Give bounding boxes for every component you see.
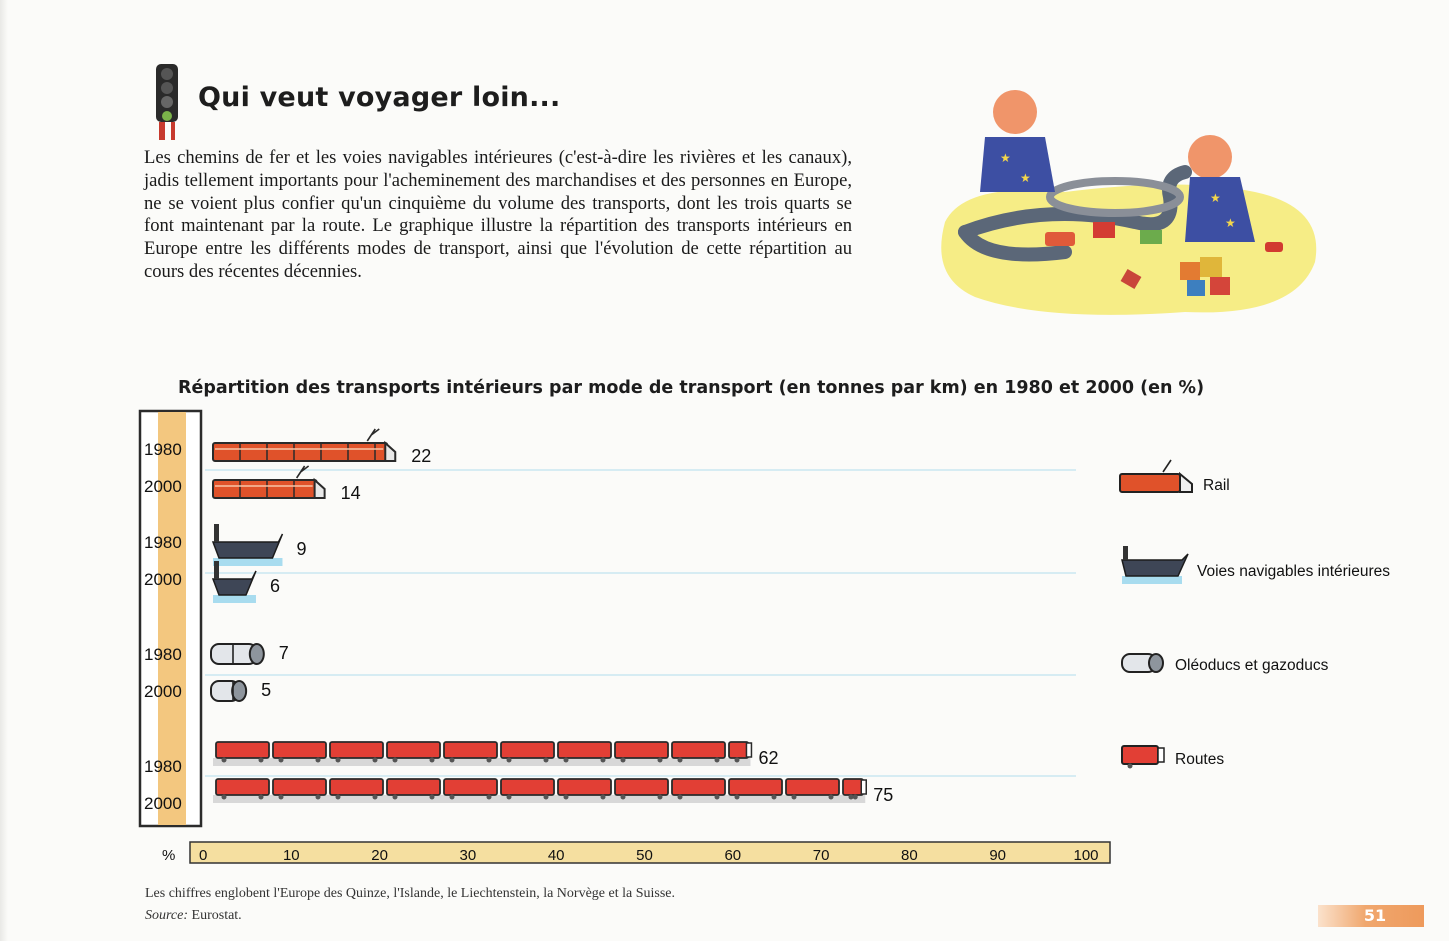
legend-truck-cab <box>1158 748 1164 762</box>
wheel <box>373 795 378 800</box>
legend-pipe-end <box>1149 654 1163 672</box>
wheel <box>450 758 455 763</box>
wheel <box>601 758 606 763</box>
x-tick-label: 20 <box>371 847 388 864</box>
truck-unit <box>387 779 440 795</box>
wheel <box>279 758 284 763</box>
rail-bar <box>213 480 317 498</box>
legend-truck <box>1122 746 1158 764</box>
wheel <box>678 758 683 763</box>
rail-nose <box>385 443 395 461</box>
year-label: 2000 <box>144 570 182 589</box>
x-axis-unit-label: % <box>162 847 176 864</box>
truck-bar-1980 <box>213 742 751 766</box>
wheel <box>430 758 435 763</box>
ship-bar-1980 <box>213 524 282 566</box>
wheel <box>792 795 797 800</box>
legend-label: Routes <box>1175 751 1225 768</box>
wheel <box>658 795 663 800</box>
road-shadow <box>213 795 865 803</box>
x-tick-label: 70 <box>812 847 830 864</box>
wheel <box>316 758 321 763</box>
year-label: 2000 <box>144 477 182 496</box>
year-label: 1980 <box>144 533 182 552</box>
water <box>213 595 256 603</box>
wheel <box>259 795 264 800</box>
wheel <box>715 795 720 800</box>
rail-bar <box>213 443 387 461</box>
truck-bar-2000 <box>213 779 866 803</box>
x-tick-label: 80 <box>901 847 918 864</box>
wheel <box>853 795 858 800</box>
wheel <box>601 795 606 800</box>
truck-unit <box>843 779 863 795</box>
legend-ship-cabin <box>1123 546 1128 560</box>
truck-cab <box>746 743 751 757</box>
legend-ship <box>1122 554 1188 576</box>
value-label: 9 <box>296 539 307 559</box>
value-label: 7 <box>278 643 289 663</box>
pipe-bar-2000 <box>211 681 246 701</box>
wheel <box>658 758 663 763</box>
truck-unit <box>330 779 383 795</box>
ship-cabin <box>214 524 219 542</box>
pantograph <box>367 429 379 441</box>
legend-label: Voies navigables intérieures <box>1197 563 1391 580</box>
truck-unit <box>558 742 611 758</box>
value-label: 6 <box>269 576 280 596</box>
wheel <box>487 795 492 800</box>
value-label: 75 <box>873 785 894 805</box>
wheel <box>507 758 512 763</box>
year-label: 1980 <box>144 440 182 459</box>
wheel <box>336 795 341 800</box>
intro-paragraph: Les chemins de fer et les voies navigables intérieures (c'est-à-dire les rivières et les canaux), jadis tellement importants pour l'acheminement des marchandises et des personnes en Europe, ne se voient plus confier qu'un cinquième du volume des transports, dont les trois quarts se font maintenant par la route. Le graphique illustre la répartition des transports intérieurs en Europe entre les différents modes de transport, ainsi que l'évolution de cette répartition au cours des récentes décennies. <box>144 147 852 282</box>
truck-cab <box>861 780 866 794</box>
wheel <box>621 795 626 800</box>
page-title: Qui veut voyager loin... <box>198 82 561 113</box>
truck-unit <box>786 779 839 795</box>
truck-unit <box>729 742 748 758</box>
svg-text:★: ★ <box>1000 151 1011 165</box>
x-tick-label: 0 <box>199 847 208 864</box>
wheel <box>678 795 683 800</box>
wheel <box>621 758 626 763</box>
ship-bar-2000 <box>213 561 256 603</box>
ship-hull <box>213 571 256 595</box>
source-value: Eurostat. <box>188 908 242 923</box>
truck-unit <box>444 742 497 758</box>
wheel <box>222 795 227 800</box>
wheel <box>544 758 549 763</box>
x-tick-label: 100 <box>1073 847 1099 864</box>
wheel <box>393 758 398 763</box>
x-tick-label: 90 <box>989 847 1007 864</box>
svg-text:★: ★ <box>1210 191 1221 205</box>
chart-title: Répartition des transports intérieurs par mode de transport (en tonnes par km) en 1980 et 2000 (en %) <box>178 378 1205 398</box>
legend-label: Rail <box>1203 477 1230 494</box>
x-tick-label: 50 <box>636 847 653 864</box>
wheel <box>544 795 549 800</box>
truck-unit <box>615 779 668 795</box>
truck-unit <box>501 779 554 795</box>
truck-unit <box>273 779 326 795</box>
rail-bar-1980 <box>213 429 395 461</box>
x-tick-label: 30 <box>459 847 477 864</box>
source-label: Source: <box>145 908 189 923</box>
wheel <box>715 758 720 763</box>
wheel <box>222 758 227 763</box>
year-label: 2000 <box>144 682 182 701</box>
legend-water <box>1122 576 1182 584</box>
svg-text:★: ★ <box>1020 171 1031 185</box>
rail-bar-2000 <box>213 466 325 498</box>
truck-unit <box>444 779 497 795</box>
wheel <box>487 758 492 763</box>
truck-unit <box>729 779 782 795</box>
truck-unit <box>615 742 668 758</box>
wheel <box>564 795 569 800</box>
legend-rail-nose <box>1180 474 1192 492</box>
legend-wheel <box>1128 764 1133 769</box>
water <box>213 558 282 566</box>
pipe-bar-1980 <box>211 644 264 664</box>
x-tick-label: 60 <box>724 847 742 864</box>
value-label: 22 <box>411 446 432 466</box>
year-label: 1980 <box>144 645 182 664</box>
wheel <box>829 795 834 800</box>
legend-item-truck <box>1122 746 1224 769</box>
truck-unit <box>501 742 554 758</box>
wheel <box>316 795 321 800</box>
truck-unit <box>216 742 269 758</box>
wheel <box>450 795 455 800</box>
rail-nose <box>315 480 325 498</box>
svg-text:★: ★ <box>1225 216 1236 230</box>
wheel <box>735 758 740 763</box>
legend-pantograph <box>1163 460 1171 472</box>
legend-item-rail <box>1120 460 1230 494</box>
x-tick-label: 10 <box>282 847 300 864</box>
wheel <box>373 758 378 763</box>
value-label: 62 <box>758 748 779 768</box>
ship-cabin <box>214 561 219 579</box>
pipe-end <box>250 644 264 664</box>
truck-unit <box>216 779 269 795</box>
truck-unit <box>672 742 725 758</box>
road-shadow <box>213 758 750 766</box>
wheel <box>735 795 740 800</box>
truck-unit <box>558 779 611 795</box>
wheel <box>279 795 284 800</box>
wheel <box>430 795 435 800</box>
wheel <box>772 795 777 800</box>
legend-item-ship <box>1122 546 1390 584</box>
legend-item-pipe <box>1122 654 1329 674</box>
legend-rail-icon <box>1120 474 1180 492</box>
truck-unit <box>387 742 440 758</box>
pipe-end <box>232 681 246 701</box>
wheel <box>507 795 512 800</box>
truck-unit <box>273 742 326 758</box>
pantograph <box>297 466 309 478</box>
wheel <box>564 758 569 763</box>
year-label: 2000 <box>144 794 182 813</box>
year-label: 1980 <box>144 757 182 776</box>
footnote <box>145 883 675 927</box>
wheel <box>259 758 264 763</box>
value-label: 5 <box>261 680 272 700</box>
value-label: 14 <box>340 483 361 503</box>
wheel <box>336 758 341 763</box>
ship-hull <box>213 534 282 558</box>
footnote-coverage: Les chiffres englobent l'Europe des Quinze, l'Islande, le Liechtenstein, la Norvège et la Suisse. <box>145 886 676 901</box>
page-number: 51 <box>1318 905 1424 927</box>
legend-label: Oléoducs et gazoducs <box>1175 657 1329 674</box>
truck-unit <box>672 779 725 795</box>
x-tick-label: 40 <box>547 847 565 864</box>
wheel <box>393 795 398 800</box>
truck-unit <box>330 742 383 758</box>
